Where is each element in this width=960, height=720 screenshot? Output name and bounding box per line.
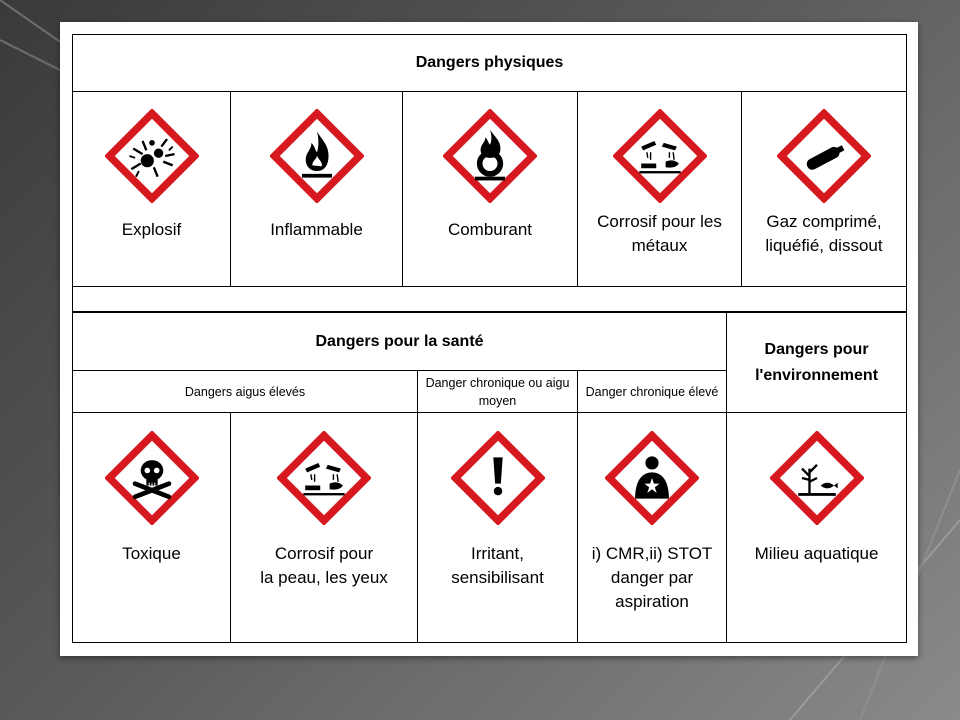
health-environment-table	[72, 312, 907, 643]
physical-hazards-title: Dangers physiques	[73, 35, 907, 92]
hazard-gas	[742, 92, 907, 287]
gas-cylinder-icon	[777, 109, 871, 203]
hazard-environment	[727, 413, 907, 643]
hazard-label-line: la peau, les yeux	[260, 568, 388, 587]
corrosion-icon	[277, 431, 371, 525]
hazard-corrosive-skin	[231, 413, 418, 643]
hazard-flammable	[231, 92, 403, 287]
hazard-label: Gaz comprimé, liquéfié, dissout	[765, 212, 883, 255]
hazard-label: Comburant	[447, 220, 533, 239]
flame-icon	[270, 109, 364, 203]
hazard-oxidizing	[403, 92, 578, 287]
hazard-label: i) CMR,ii) STOT danger par aspiration	[591, 544, 713, 611]
hazard-label-line: Corrosif pour	[274, 544, 374, 563]
slide	[60, 22, 918, 656]
hazard-toxic	[73, 413, 231, 643]
hazard-label: Irritant, sensibilisant	[451, 544, 544, 587]
spacer-row	[73, 287, 907, 312]
hazard-label: Toxique	[122, 544, 181, 563]
explosive-icon	[105, 109, 199, 203]
hazard-label: Explosif	[121, 220, 182, 239]
hazard-corrosive-metals	[578, 92, 742, 287]
corrosion-icon	[613, 109, 707, 203]
subheader-moderate: Danger chronique ou aigu moyen	[418, 371, 578, 413]
health-hazard-icon	[605, 431, 699, 525]
hazard-label: Inflammable	[270, 220, 363, 239]
exclamation-mark-icon	[451, 431, 545, 525]
subheader-acute: Dangers aigus élevés	[73, 371, 418, 413]
hazard-irritant	[418, 413, 578, 643]
hazard-explosive	[73, 92, 231, 287]
hazard-label: Milieu aquatique	[754, 544, 879, 563]
health-hazards-title: Dangers pour la santé	[73, 313, 727, 371]
skull-crossbones-icon	[105, 431, 199, 525]
hazard-label	[233, 542, 415, 590]
environment-icon	[770, 431, 864, 525]
environment-hazards-title: Dangers pour l'environnement	[727, 313, 907, 413]
subheader-chronic: Danger chronique élevé	[578, 371, 727, 413]
hazard-label: Corrosif pour les métaux	[597, 212, 722, 255]
hazard-health	[578, 413, 727, 643]
physical-hazards-table	[72, 34, 907, 312]
flame-over-circle-icon	[443, 109, 537, 203]
